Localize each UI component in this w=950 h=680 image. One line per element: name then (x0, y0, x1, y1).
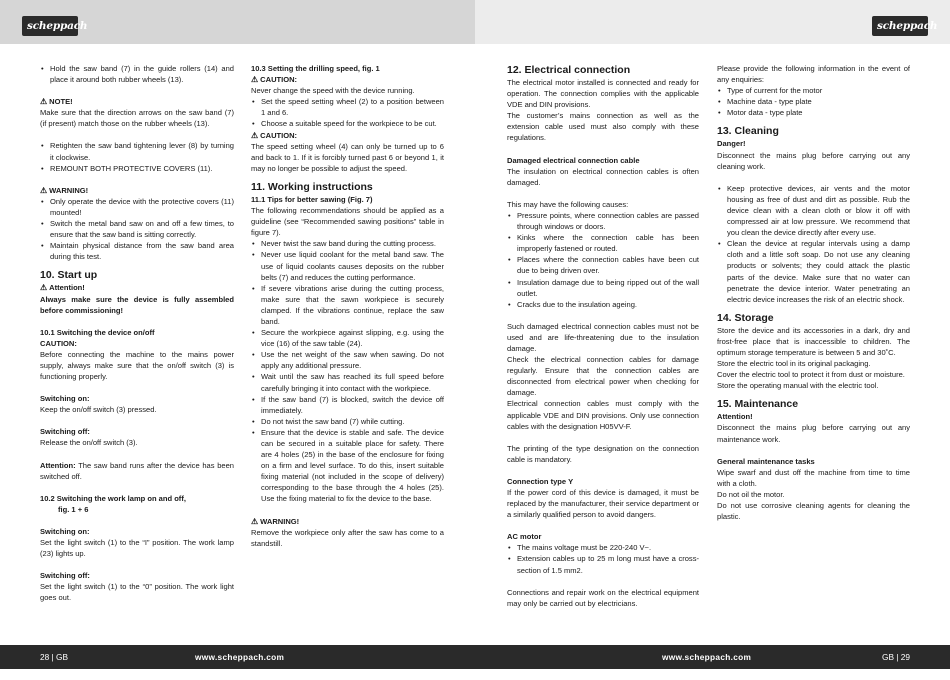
warning-triangle-icon: ⚠ (251, 516, 259, 526)
column-4 (717, 63, 910, 522)
list-item: • Ensure that the device is stable and safe. The device can be secured in a suitable place for safety. There are 4 holes (25) in the base of the enclosure for fixing on a firm and level surface. To do this, insert suitable fixing material (not included in the scope of delivery) corresponding to the base through the 4 holes (25). Use the fixing material to fix the device to the base. (251, 427, 444, 505)
column-3 (507, 63, 699, 609)
footer-bar-left (0, 645, 475, 669)
section-heading-cleaning: 13. Cleaning (717, 125, 779, 138)
switching-off-label: Switching off: (40, 427, 90, 437)
caution-label: CAUTION: (40, 338, 77, 348)
list-item: • Do not twist the saw band (7) while cutting. (251, 416, 444, 427)
warning-triangle-icon: ⚠ (251, 75, 259, 85)
list-guide-rollers (40, 63, 234, 85)
list-ac-motor (507, 542, 699, 575)
list-warning (40, 196, 234, 263)
scheppach-logo-right: scheppach (872, 16, 928, 36)
website-link-right[interactable]: www.scheppach.com (662, 652, 752, 662)
ac-motor-heading: AC motor (507, 532, 542, 542)
column-2 (251, 63, 444, 549)
attention-note: Attention: The saw band runs after the device has been switched off. (40, 460, 234, 481)
warning-text: Remove the workpiece only after the saw has come to a standstill. (251, 527, 444, 548)
list-item: • Extension cables up to 25 m long must have a cross-section of 1.5 mm2. (507, 553, 699, 575)
list-item: • The mains voltage must be 220-240 V~. (507, 542, 699, 553)
list-item: • Secure the workpiece against slipping, e.g. using the vice (16) of the saw table (24). (251, 327, 444, 349)
connection-type-heading: Connection type Y (507, 476, 574, 486)
list-sawing-tips (251, 238, 444, 504)
section-heading-storage: 14. Storage (717, 311, 774, 324)
section-heading-start-up: 10. Start up (40, 269, 98, 282)
paragraph: Cover the electric tool to protect it from dust or moisture. (717, 370, 905, 380)
section-heading-maintenance: 15. Maintenance (717, 398, 799, 411)
column-1 (40, 63, 234, 603)
paragraph: Disconnect the mains plug before carrying out any cleaning work. (717, 150, 910, 171)
general-maintenance-heading: General maintenance tasks (717, 456, 815, 466)
list-item: • Choose a suitable speed for the workpiece to be cut. (251, 118, 444, 129)
list-item: • Places where the connection cables have been cut due to being driven over. (507, 254, 699, 276)
attention-heading: ⚠ Attention! (40, 283, 85, 293)
caution-text: Never change the speed with the device running. (251, 86, 415, 96)
list-item: • Switch the metal band saw on and off a few times, to ensure that the saw band is sitting correctly. (40, 218, 234, 240)
list-item: • Motor data - type plate (717, 107, 910, 118)
damaged-cable-heading: Damaged electrical connection cable (507, 155, 640, 165)
paragraph: Please provide the following information in the event of any enquiries: (717, 64, 910, 85)
note-heading: ⚠ NOTE! (40, 97, 73, 107)
switching-off-text: Set the light switch (1) to the “0” position. The work light goes out. (40, 582, 234, 603)
paragraph: Such damaged electrical connection cables must not be used and are life-threatening due to the insulation damage. (507, 321, 699, 353)
list-item: • Set the speed setting wheel (2) to a position between 1 and 6. (251, 96, 444, 118)
caution-heading: ⚠ CAUTION: (251, 75, 298, 85)
section-heading-electrical-connection: 12. Electrical connection (507, 64, 631, 76)
warning-heading: ⚠ WARNING! (251, 516, 300, 526)
caution-text: The speed setting wheel (4) can only be turned up to 6 and back to 1. If it is forcibly turned past 6 or beyond 1, it may no longer be possible to adjust the speed. (251, 141, 444, 173)
list-item: • Retighten the saw band tightening lever (8) by turning it clockwise. (40, 140, 234, 162)
page-number-left: 28 | GB (40, 652, 68, 662)
paragraph: Store the electric tool in its original packaging. (717, 359, 871, 369)
danger-heading: Danger! (717, 139, 746, 149)
subsection-heading-10-1: 10.1 Switching the device on/off (40, 327, 155, 337)
footer-bar-right (475, 645, 950, 669)
paragraph: Store the device and its accessories in a dark, dry and frost-free place that is inaccessible to children. The optimum storage temperature is between 5 and 30˚C. (717, 325, 910, 357)
subsection-heading-10-2-fig: fig. 1 + 6 (58, 504, 89, 514)
list-item: • If severe vibrations arise during the cutting process, make sure that the sawn workpiece is securely clamped. If the vibrations continue, replace the saw band. (251, 283, 444, 327)
paragraph: Check the electrical connection cables for damage regularly. Ensure that the connection cables are disconnected from electrical power when checking for damage. (507, 355, 699, 398)
list-item: • Maintain physical distance from the saw band area during this test. (40, 240, 234, 262)
caution-text: Before connecting the machine to the mains power supply, always make sure that the on/off switch (3) is functioning properly. (40, 349, 234, 382)
switching-on-label: Switching on: (40, 526, 90, 536)
list-cleaning (717, 183, 910, 305)
warning-triangle-icon: ⚠ (40, 283, 48, 293)
list-item: • Only operate the device with the protective covers (11) mounted! (40, 196, 234, 218)
attention-text: Always make sure the device is fully assembled before commissioning! (40, 294, 234, 315)
list-item: • Machine data - type plate (717, 96, 910, 107)
switching-on-label: Switching on: (40, 394, 90, 404)
list-item: • Keep protective devices, air vents and the motor housing as free of dust and dirt as possible. Rub the device clean with a clean cloth or blow it off with compressed air at low pressure. We recommend that you clean the device directly after every use. (717, 183, 910, 238)
list-item: • Kinks where the connection cable has been improperly fastened or routed. (507, 232, 699, 254)
warning-heading: ⚠ WARNING! (40, 185, 89, 195)
list-item: • Wait until the saw has reached its full speed before carefully bringing it into contact with the workpiece. (251, 371, 444, 393)
paragraph: If the power cord of this device is damaged, it must be replaced by the manufacturer, their service department or a similarly qualified person to avoid dangers. (507, 488, 699, 520)
note-text: Make sure that the direction arrows on the saw band (7) (if present) match those on the rubber wheels (13). (40, 108, 234, 129)
list-item: • Type of current for the motor (717, 85, 910, 96)
paragraph: Connections and repair work on the electrical equipment may only be carried out by electricians. (507, 587, 699, 608)
warning-triangle-icon: ⚠ (251, 130, 259, 140)
subsection-heading-10-2: 10.2 Switching the work lamp on and off, (40, 493, 186, 503)
list-item: • Hold the saw band (7) in the guide rollers (14) and place it around both rubber wheels (13). (40, 63, 234, 85)
paragraph: The electrical motor installed is connected and ready for operation. The connection complies with the applicable VDE and DIN provisions. (507, 78, 699, 110)
caution-heading: ⚠ CAUTION: (251, 130, 298, 140)
page-number-right: GB | 29 (882, 652, 910, 662)
list-item: • Never twist the saw band during the cutting process. (251, 238, 444, 249)
list-item: • Insulation damage due to being ripped out of the wall outlet. (507, 277, 699, 299)
paragraph: The insulation on electrical connection cables is often damaged. (507, 166, 699, 187)
section-heading-working-instructions: 11. Working instructions (251, 180, 373, 193)
website-link-left[interactable]: www.scheppach.com (195, 652, 285, 662)
paragraph: The customer’s mains connection as well as the extension cable used must also comply with these regulations. (507, 111, 699, 143)
warning-triangle-icon: ⚠ (40, 185, 48, 195)
scheppach-logo-left: scheppach (22, 16, 78, 36)
list-item: • Clean the device at regular intervals using a damp cloth and a little soft soap. Do not use any cleaning products or solvents; they could attack the plastic parts of the device. Make sure that no water can penetrate the device interior. Water penetrating an electric device increases the risk of an electric shock. (717, 238, 910, 305)
switching-on-text: Keep the on/off switch (3) pressed. (40, 405, 157, 415)
list-causes (507, 210, 699, 310)
list-item: • Use the net weight of the saw when sawing. Do not apply any additional pressure. (251, 349, 444, 371)
paragraph: Store the operating manual with the electric tool. (717, 381, 879, 391)
list-item: • Pressure points, where connection cables are passed through windows or doors. (507, 210, 699, 232)
paragraph: Disconnect the mains plug before carrying out any maintenance work. (717, 423, 910, 444)
list-item: • REMOUNT BOTH PROTECTIVE COVERS (11). (40, 163, 234, 174)
list-enquiries (717, 85, 910, 118)
list-retighten (40, 140, 234, 173)
causes-intro: This may have the following causes: (507, 199, 629, 209)
paragraph: Wipe swarf and dust off the machine from time to time with a cloth. (717, 467, 910, 488)
paragraph: Electrical connection cables must comply with the applicable VDE and DIN provisions. Only use connection cables with the designation H05VV-F. (507, 399, 699, 431)
list-item: • If the saw band (7) is blocked, switch the device off immediately. (251, 394, 444, 416)
attention-heading: Attention! (717, 412, 753, 422)
list-item: • Never use liquid coolant for the metal band saw. The use of liquid coolants causes deposits on the rubber belts (7) and reduces the cutting performance. (251, 249, 444, 282)
list-item: • Cracks due to the insulation ageing. (507, 299, 699, 310)
switching-off-label: Switching off: (40, 571, 90, 581)
list-speed (251, 96, 444, 129)
switching-off-text: Release the on/off switch (3). (40, 438, 138, 448)
paragraph: Do not oil the motor. (717, 489, 785, 499)
tips-intro: The following recommendations should be applied as a guideline (see “Recommended sawing positions” table in figure 7). (251, 206, 444, 238)
paragraph: Do not use corrosive cleaning agents for cleaning the plastic. (717, 501, 910, 522)
subsection-heading-11-1: 11.1 Tips for better sawing (Fig. 7) (251, 194, 373, 204)
switching-on-text: Set the light switch (1) to the “I” position. The work lamp (23) lights up. (40, 538, 234, 559)
paragraph: The printing of the type designation on the connection cable is mandatory. (507, 443, 699, 464)
subsection-heading-10-3: 10.3 Setting the drilling speed, fig. 1 (251, 64, 380, 73)
warning-triangle-icon: ⚠ (40, 97, 48, 107)
